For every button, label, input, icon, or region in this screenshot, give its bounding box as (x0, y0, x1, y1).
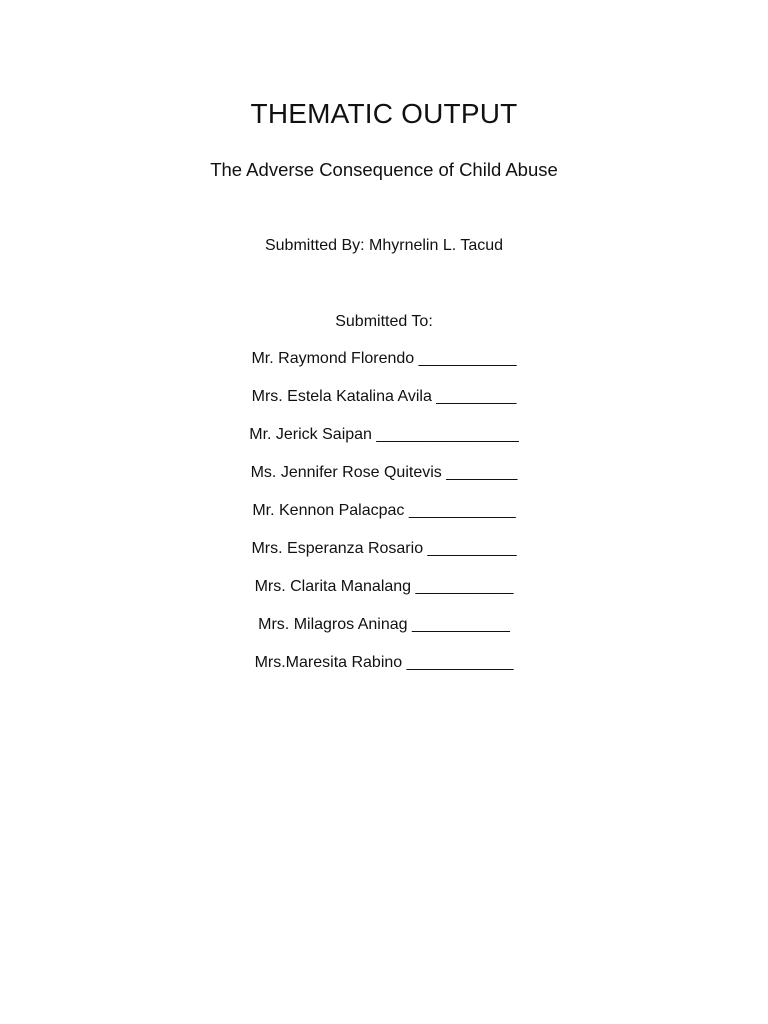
recipient-line: Mr. Jerick Saipan ________________ (249, 426, 519, 443)
recipient-line: Mr. Raymond Florendo ___________ (251, 350, 517, 367)
document-title: THEMATIC OUTPUT (250, 98, 518, 129)
submitted-by-line: Submitted By: Mhyrnelin L. Tacud (264, 237, 504, 254)
recipient-line: Mrs. Clarita Manalang ___________ (254, 578, 514, 595)
recipient-line: Mrs. Estela Katalina Avila _________ (251, 388, 517, 405)
recipient-line: Mrs. Esperanza Rosario __________ (251, 540, 517, 557)
submitted-to-label: Submitted To: (335, 313, 433, 330)
document-subtitle: The Adverse Consequence of Child Abuse (210, 159, 558, 180)
recipient-line: Mr. Kennon Palacpac ____________ (252, 502, 516, 519)
recipient-line: Mrs.Maresita Rabino ____________ (254, 654, 514, 671)
recipient-line: Ms. Jennifer Rose Quitevis ________ (250, 464, 518, 481)
recipient-line: Mrs. Milagros Aninag ___________ (258, 616, 510, 633)
recipient-list (0, 348, 768, 690)
